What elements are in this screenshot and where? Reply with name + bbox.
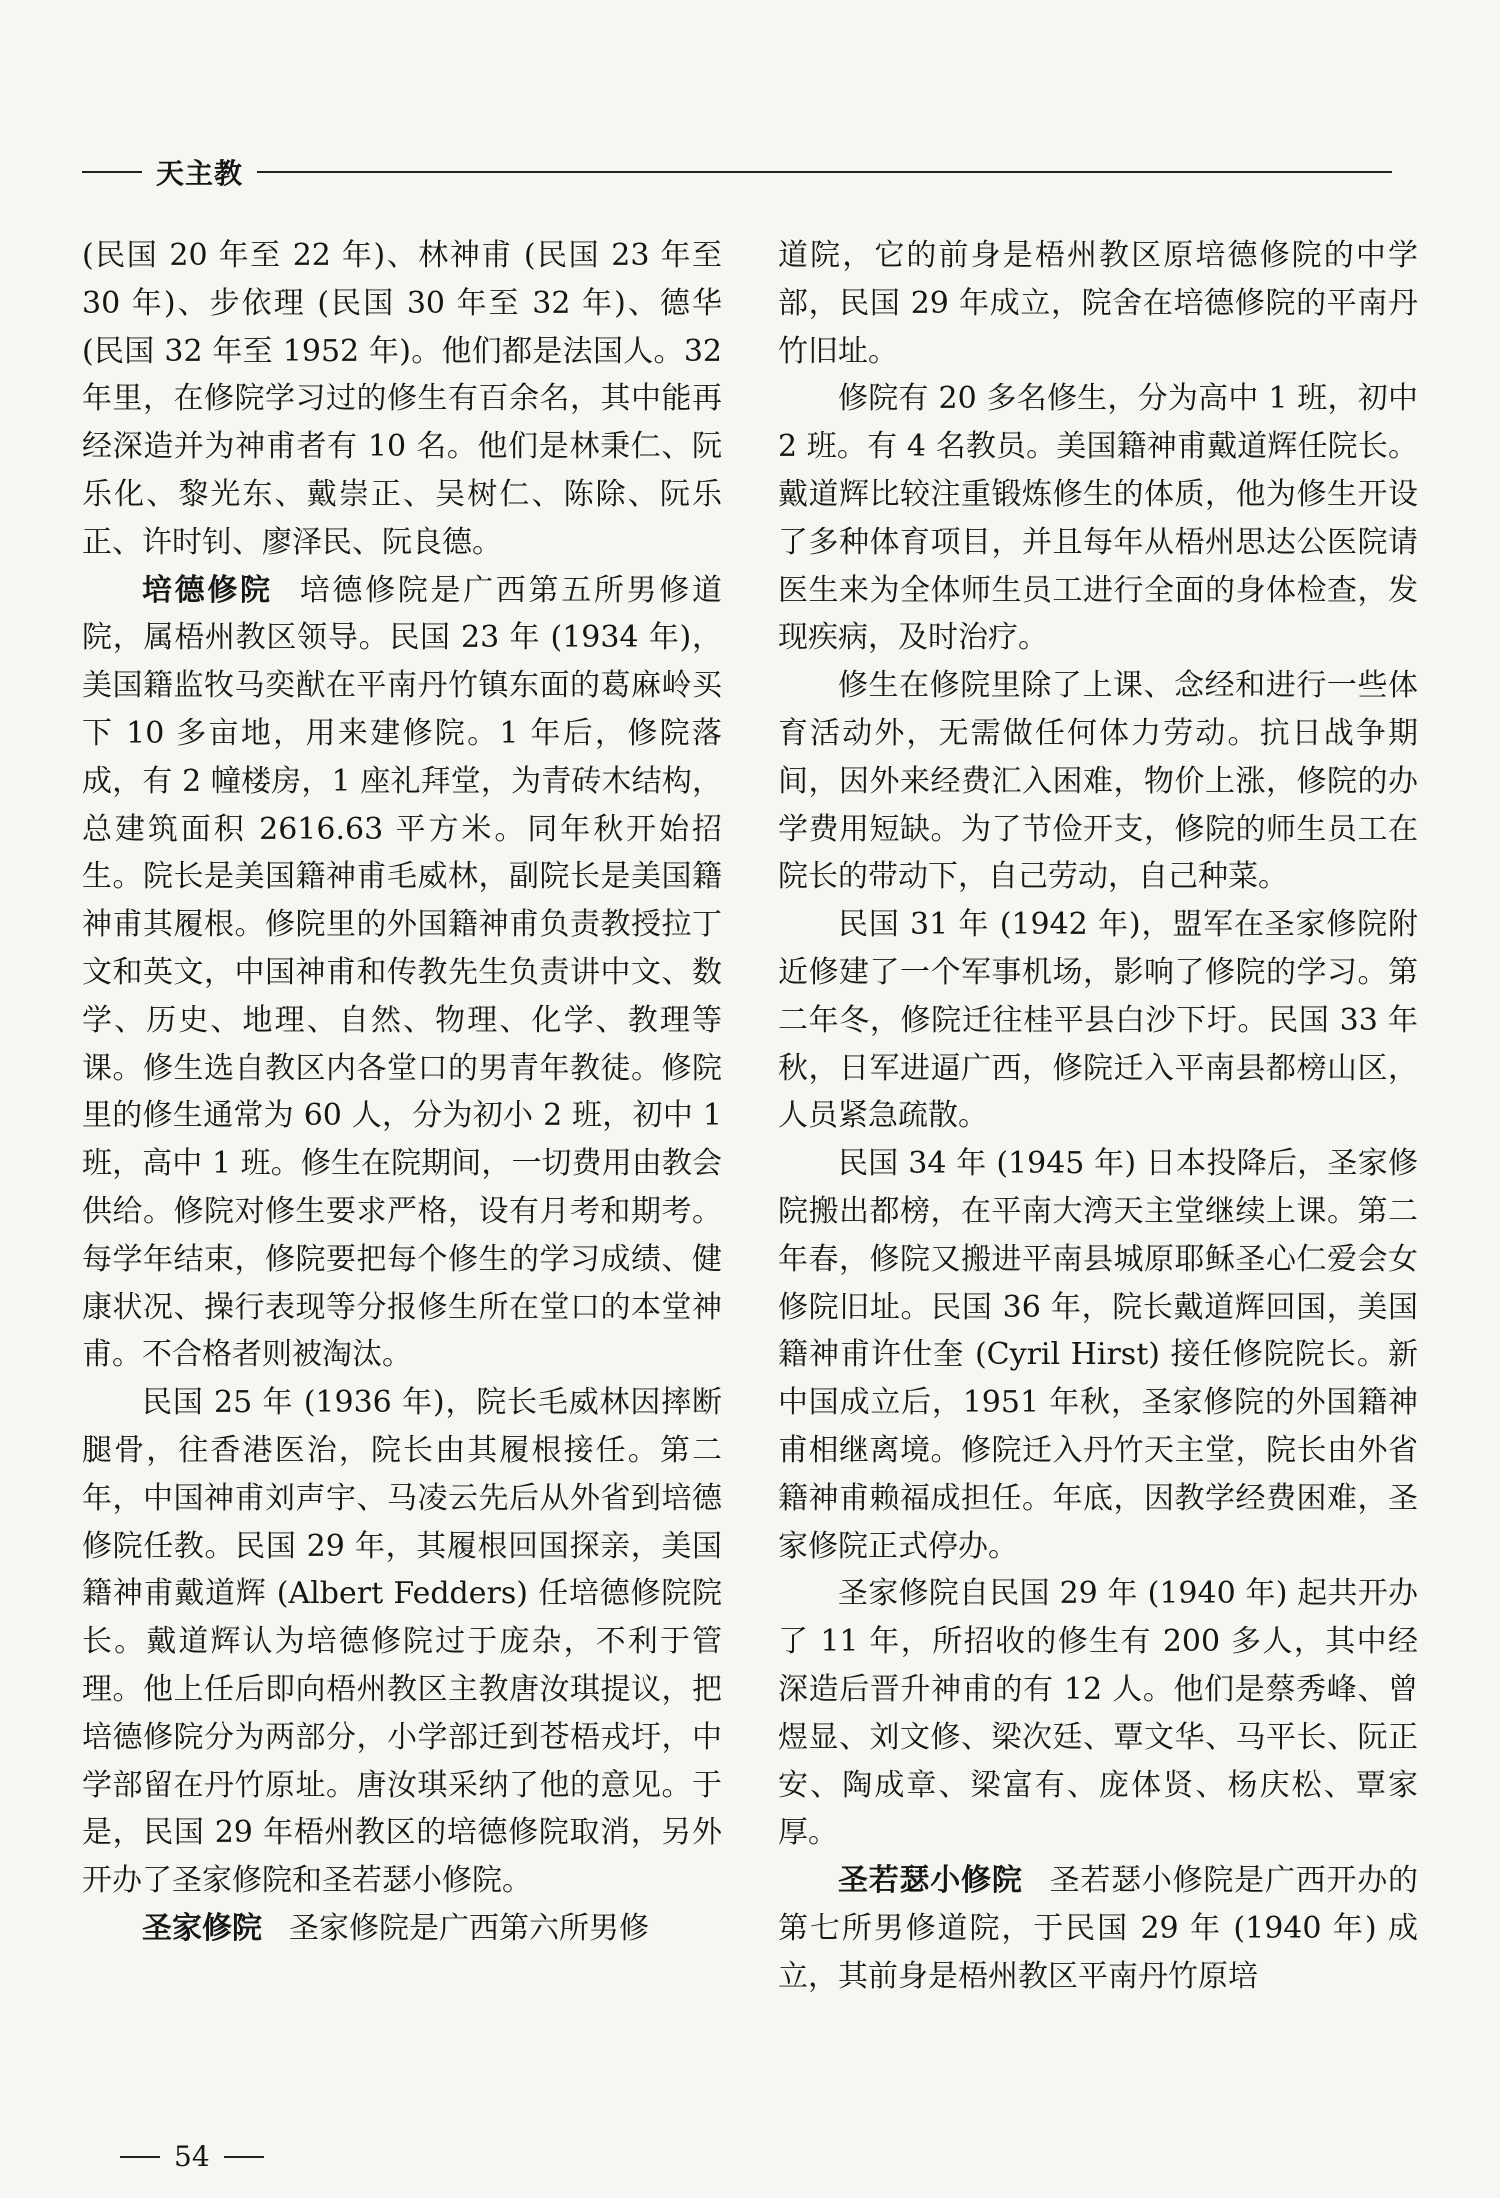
page-number-value: 54 bbox=[174, 2140, 210, 2173]
left-column bbox=[82, 232, 722, 1953]
header-title: 天主教 bbox=[156, 157, 244, 190]
header-rule bbox=[257, 171, 1392, 173]
page-number-dash bbox=[120, 2156, 160, 2158]
paragraph-text: 培德修院是广西第五所男修道院，属梧州教区领导。民国 23 年 (1934 年)，美国籍监牧马奕猷在平南丹竹镇东面的葛麻岭买下 10 多亩地，用来建修院。1 年后，修院落成，有 2 幢楼房，1 座礼拜堂，为青砖木结构，总建筑面积 2616.63 平方米。同年秋开始招生。院长是美国籍神甫毛威林，副院长是美国籍神甫其履根。修院里的外国籍神甫负责教授拉丁文和英文，中国神甫和传教先生负责讲中文、数学、历史、地理、自然、物理、化学、教理等课。修生选自教区内各堂口的男青年教徒。修院里的修生通常为 60 人，分为初小 2 班，初中 1 班，高中 1 班。修生在院期间，一切费用由教会供给。修院对修生要求严格，设有月考和期考。每学年结束，修院要把每个修生的学习成绩、健康状况、操行表现等分报修生所在堂口的本堂神甫。不合格者则被淘汰。 bbox=[82, 572, 722, 1373]
section-heading: 培德修院 bbox=[142, 572, 273, 608]
section-heading: 圣家修院 bbox=[142, 1910, 262, 1946]
paragraph: 民国 31 年 (1942 年)，盟军在圣家修院附近修建了一个军事机场，影响了修院的学习。第二年冬，修院迁往桂平县白沙下圩。民国 33 年秋，日军进逼广西，修院迁入平南县都榜山区，人员紧急疏散。 bbox=[778, 907, 1418, 1134]
section-heading: 圣若瑟小修院 bbox=[838, 1863, 1023, 1899]
paragraph: (民国 20 年至 22 年)、林神甫 (民国 23 年至 30 年)、步依理 (民国 30 年至 32 年)、德华 (民国 32 年至 1952 年)。他们都是法国人。32 年里，在修院学习过的修生有百余名，其中能再经深造并为神甫者有 10 名。他们是林秉仁、阮乐化、黎光东、戴崇正、吴树仁、陈除、阮乐正、许时钊、廖泽民、阮良德。 bbox=[82, 238, 722, 560]
page-number bbox=[120, 2140, 264, 2173]
page-number-dash bbox=[224, 2156, 264, 2158]
paragraph: 修生在修院里除了上课、念经和进行一些体育活动外，无需做任何体力劳动。抗日战争期间，因外来经费汇入困难，物价上涨，修院的办学费用短缺。为了节俭开支，修院的师生员工在院长的带动下，自己劳动，自己种菜。 bbox=[778, 668, 1418, 895]
paragraph: 圣家修院自民国 29 年 (1940 年) 起共开办了 11 年，所招收的修生有 200 多人，其中经深造后晋升神甫的有 12 人。他们是蔡秀峰、曾煜显、刘文修、梁次廷、覃文华、马平长、阮正安、陶成章、梁富有、庞体贤、杨庆松、覃家厚。 bbox=[778, 1576, 1418, 1851]
paragraph: 民国 25 年 (1936 年)，院长毛威林因摔断腿骨，往香港医治，院长由其履根接任。第二年，中国神甫刘声宇、马凌云先后从外省到培德修院任教。民国 29 年，其履根回国探亲，美国籍神甫戴道辉 (Albert Fedders) 任培德修院院长。戴道辉认为培德修院过于庞杂，不利于管理。他上任后即向梧州教区主教唐汝琪提议，把培德修院分为两部分，小学部迁到苍梧戎圩，中学部留在丹竹原址。唐汝琪采纳了他的意见。于是，民国 29 年梧州教区的培德修院取消，另外开办了圣家修院和圣若瑟小修院。 bbox=[82, 1385, 722, 1899]
paragraph: 道院，它的前身是梧州教区原培德修院的中学部，民国 29 年成立，院舍在培德修院的平南丹竹旧址。 bbox=[778, 238, 1418, 369]
paragraph-text: 圣家修院是广西第六所男修 bbox=[289, 1910, 649, 1946]
running-header bbox=[82, 152, 1392, 192]
paragraph-text: 圣若瑟小修院是广西开办的第七所男修道院，于民国 29 年 (1940 年) 成立，其前身是梧州教区平南丹竹原培 bbox=[778, 1863, 1419, 1994]
paragraph: 民国 34 年 (1945 年) 日本投降后，圣家修院搬出都榜，在平南大湾天主堂继续上课。第二年春，修院又搬进平南县城原耶稣圣心仁爱会女修院旧址。民国 36 年，院长戴道辉回国，美国籍神甫许仕奎 (Cyril Hirst) 接任修院院长。新中国成立后，1951 年秋，圣家修院的外国籍神甫相继离境。修院迁入丹竹天主堂，院长由外省籍神甫赖福成担任。年底，因教学经费困难，圣家修院正式停办。 bbox=[778, 1146, 1418, 1564]
right-column bbox=[778, 232, 1418, 2000]
paragraph-shengruose bbox=[778, 1857, 1418, 2000]
paragraph: 修院有 20 多名修生，分为高中 1 班，初中 2 班。有 4 名教员。美国籍神甫戴道辉任院长。戴道辉比较注重锻炼修生的体质，他为修生开设了多种体育项目，并且每年从梧州思达公医院请医生来为全体师生员工进行全面的身体检查，发现疾病，及时治疗。 bbox=[778, 381, 1418, 656]
paragraph-peide bbox=[82, 567, 722, 1380]
header-lead-rule bbox=[82, 171, 142, 173]
paragraph-shengjia bbox=[82, 1905, 722, 1953]
